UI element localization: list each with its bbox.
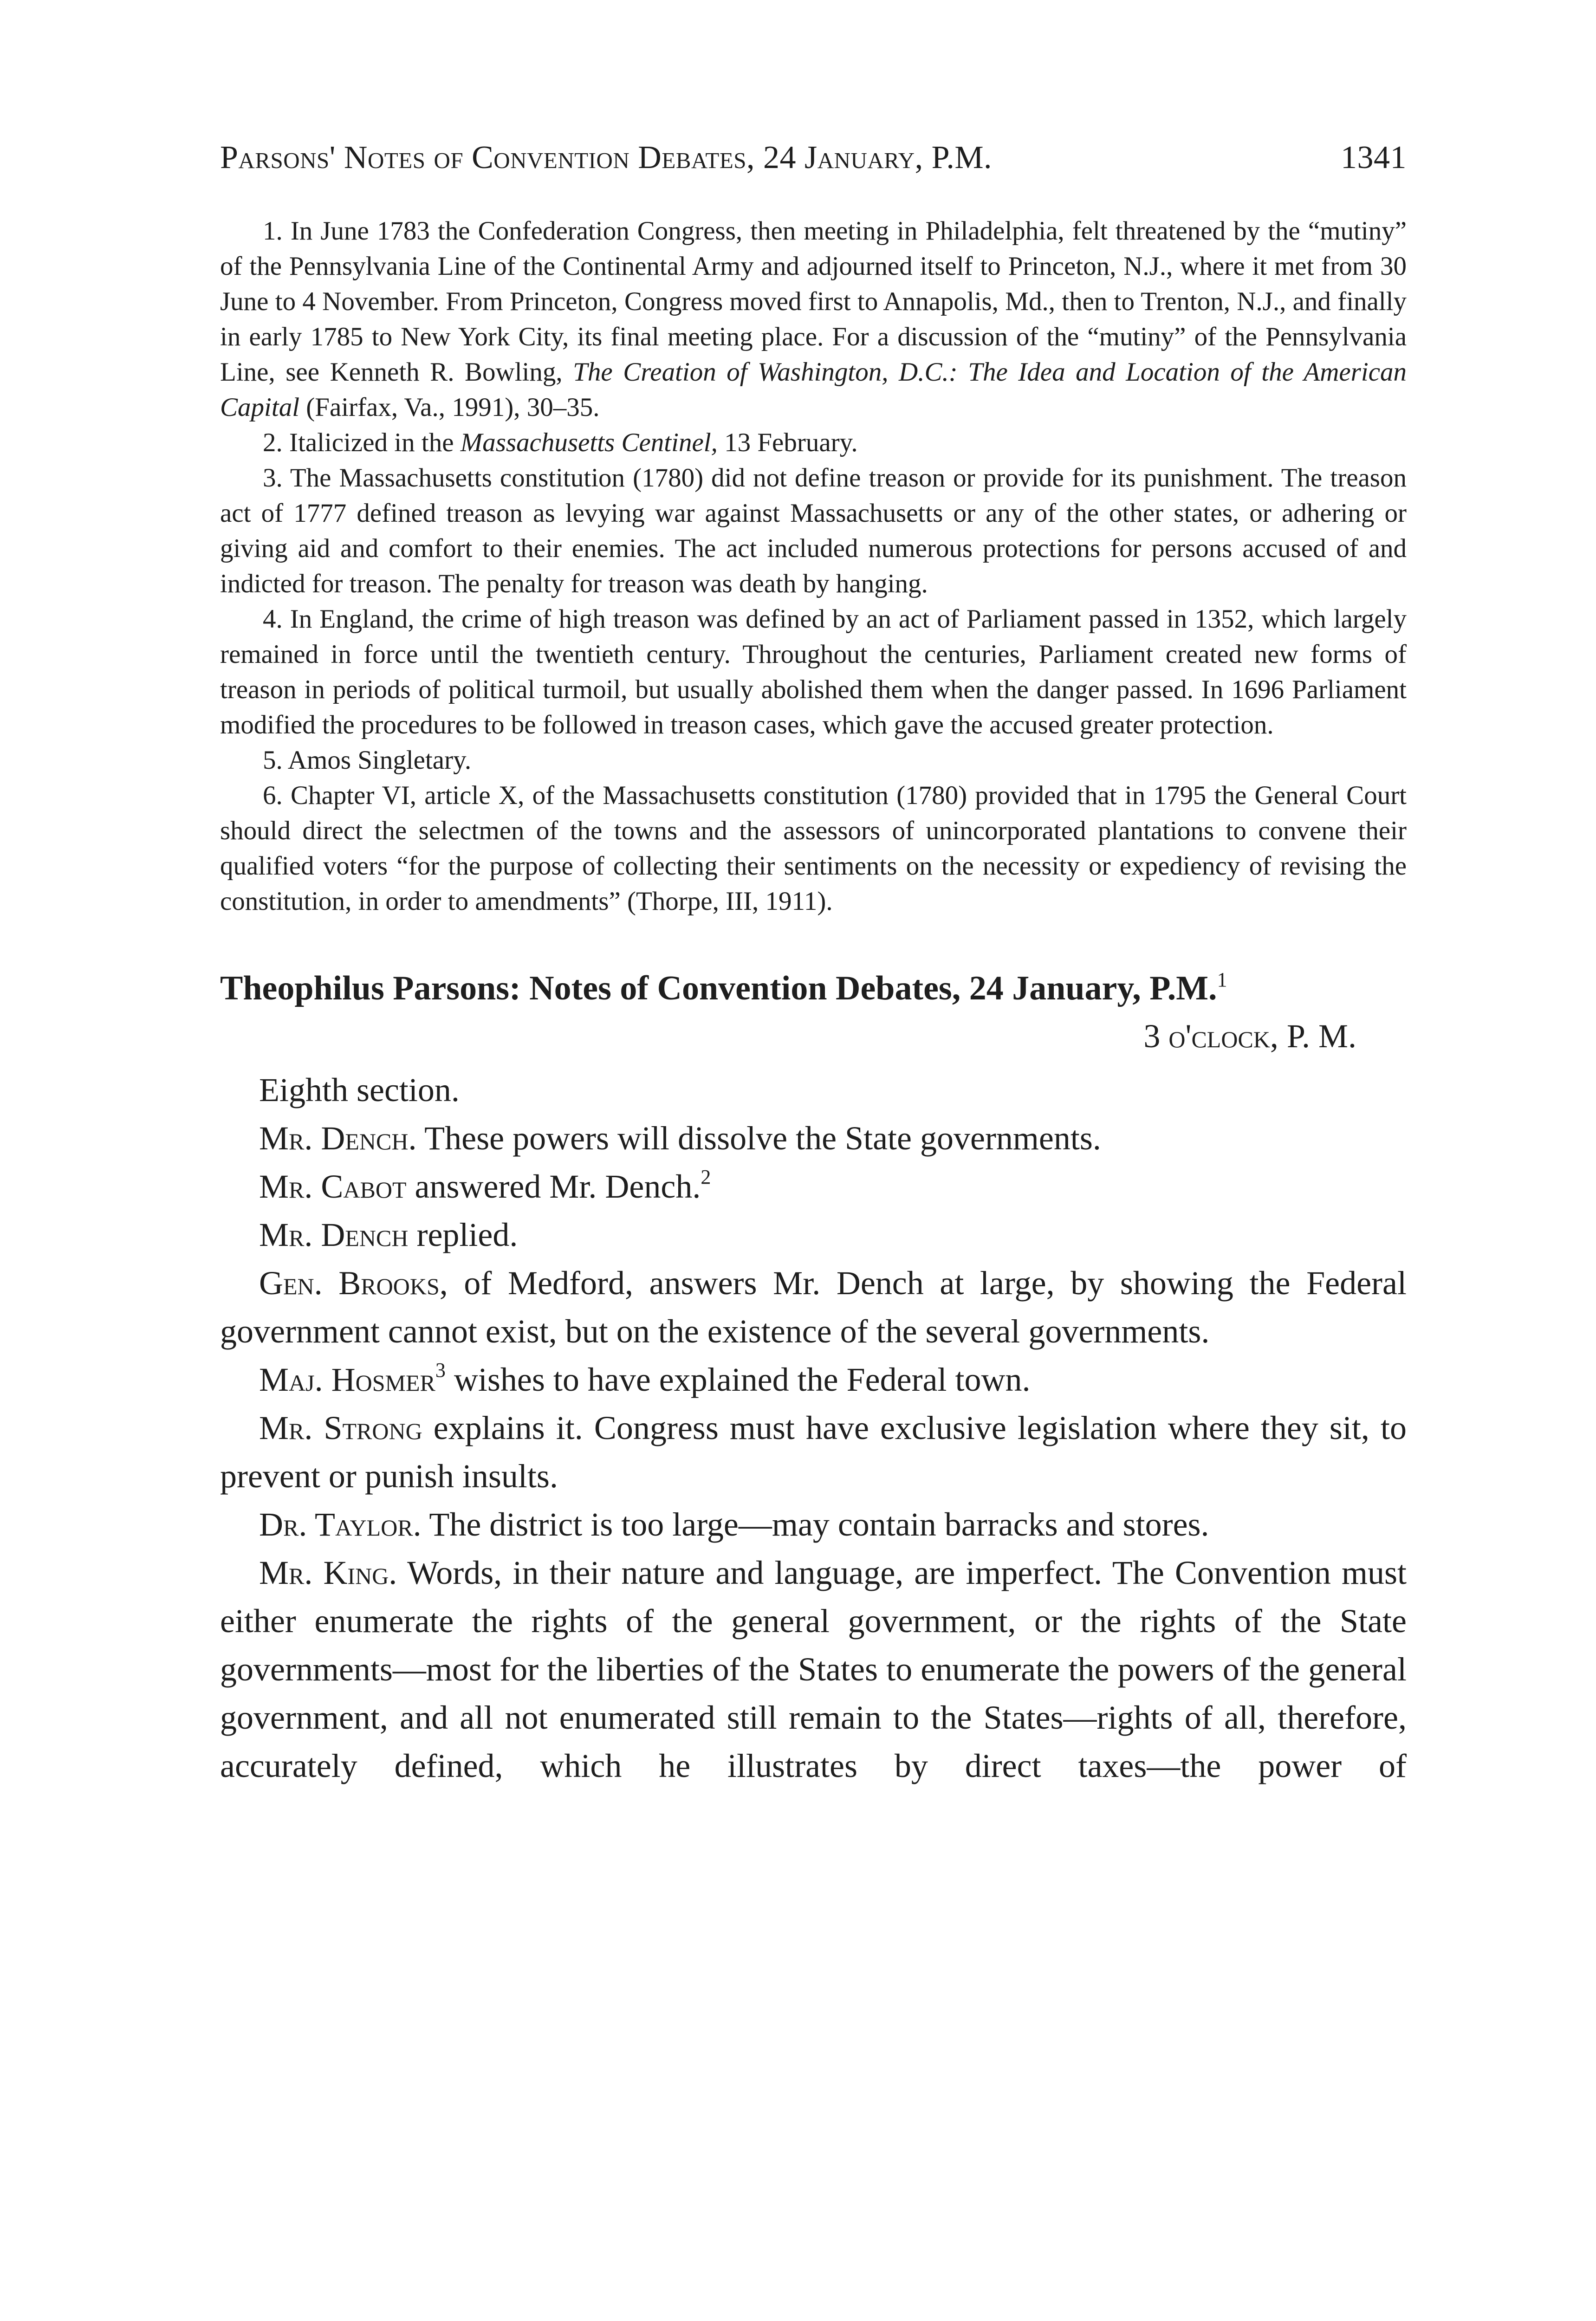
speaker: Mr. Cabot xyxy=(259,1168,407,1205)
debate-paragraph: Mr. Dench replied. xyxy=(259,1216,518,1253)
debate-text xyxy=(220,1066,1407,1790)
session-time: 3 o'clock, P. M. xyxy=(1143,1018,1356,1055)
speaker: Maj. Hosmer xyxy=(259,1361,435,1398)
footnote: 1. In June 1783 the Confederation Congress, then meeting in Philadelphia, felt threatened by the “mutiny” of the Pennsylvania Line of the Continental Army and adjourned itself to Princeton, N.J., where it met from 30 June to 4 November. From Princeton, Congress moved first to Annapolis, Md., then to Trenton, N.J., and finally in early 1785 to New York City, its final meeting place. For a discussion of the “mutiny” of the Pennsylvania Line, see Kenneth R. Bowling, The Creation of Washington, D.C.: The Idea and Location of the American Capital (Fairfax, Va., 1991), 30–35. xyxy=(220,216,1407,422)
debate-paragraph: Mr. Strong explains it. Congress must have exclusive legislation where they sit, to prevent or punish insults. xyxy=(220,1409,1407,1495)
note-ref: 3 xyxy=(435,1359,446,1381)
speaker: Mr. Dench. xyxy=(259,1120,417,1157)
speaker: Mr. Dench xyxy=(259,1216,409,1253)
note-ref: 2 xyxy=(701,1166,711,1188)
running-title: Parsons' Notes of Convention Debates, 24 January, P.M. xyxy=(220,140,993,175)
speaker: Gen. Brooks, xyxy=(259,1264,448,1302)
debate-paragraph: Mr. Dench. These powers will dissolve the State governments. xyxy=(259,1120,1101,1157)
footnotes xyxy=(220,214,1407,919)
title-note-ref: 1 xyxy=(1217,968,1227,991)
speaker: Dr. Taylor. xyxy=(259,1506,422,1543)
footnote: 6. Chapter VI, article X, of the Massachusetts constitution (1780) provided that in 1795 the General Court should direct the selectmen of the towns and the assessors of unincorporated plantations to convene their qualified voters “for the purpose of collecting their sentiments on the necessity or expediency of revising the constitution, in order to amendments” (Thorpe, III, 1911). xyxy=(220,781,1407,916)
debate-paragraph: Eighth section. xyxy=(259,1071,460,1109)
footnote: 5. Amos Singletary. xyxy=(263,746,472,775)
speaker: Mr. King. xyxy=(259,1554,397,1591)
debate-paragraph: Maj. Hosmer$^3$ wishes to have explained the Federal town. xyxy=(259,1359,1031,1398)
debate-paragraph: Mr. King. Words, in their nature and language, are imperfect. The Convention must either enumerate the rights of the general government, or the rights of the State governments—most for the liberties of the States to enumerate the powers of the general government, and all not enumerated still remain to the States—rights of all, therefore, accurately defined, which he illustrates by direct taxes—the power of xyxy=(220,1554,1407,1784)
debate-paragraph: Mr. Cabot answered Mr. Dench.$^2$ xyxy=(259,1166,711,1205)
footnote: 4. In England, the crime of high treason was defined by an act of Parliament passed in 1352, which largely remained in force until the twentieth century. Throughout the centuries, Parliament created new forms of treason in periods of political turmoil, but usually abolished them when the danger passed. In 1696 Parliament modified the procedures to be followed in treason cases, which gave the accused greater protection. xyxy=(220,604,1407,739)
running-header xyxy=(220,139,1407,186)
footnote: 2. Italicized in the Massachusetts Centinel, 13 February. xyxy=(263,428,858,457)
footnote: 3. The Massachusetts constitution (1780) did not define treason or provide for its punishment. The treason act of 1777 defined treason as levying war against Massachusetts or any of the other states, or adhering or giving aid and comfort to their enemies. The act included numerous protections for persons accused of and indicted for treason. The penalty for treason was death by hanging. xyxy=(220,463,1407,598)
document-title: Theophilus Parsons: Notes of Convention Debates, 24 January, P.M.$^1$ xyxy=(220,968,1227,1007)
page xyxy=(220,139,1407,1790)
debate-paragraph: Gen. Brooks, of Medford, answers Mr. Dench at large, by showing the Federal government cannot exist, but on the existence of the several governments. xyxy=(220,1264,1407,1350)
page-number: 1341 xyxy=(1341,140,1407,175)
debate-paragraph: Dr. Taylor. The district is too large—may contain barracks and stores. xyxy=(259,1506,1209,1543)
speaker: Mr. Strong xyxy=(259,1409,422,1446)
